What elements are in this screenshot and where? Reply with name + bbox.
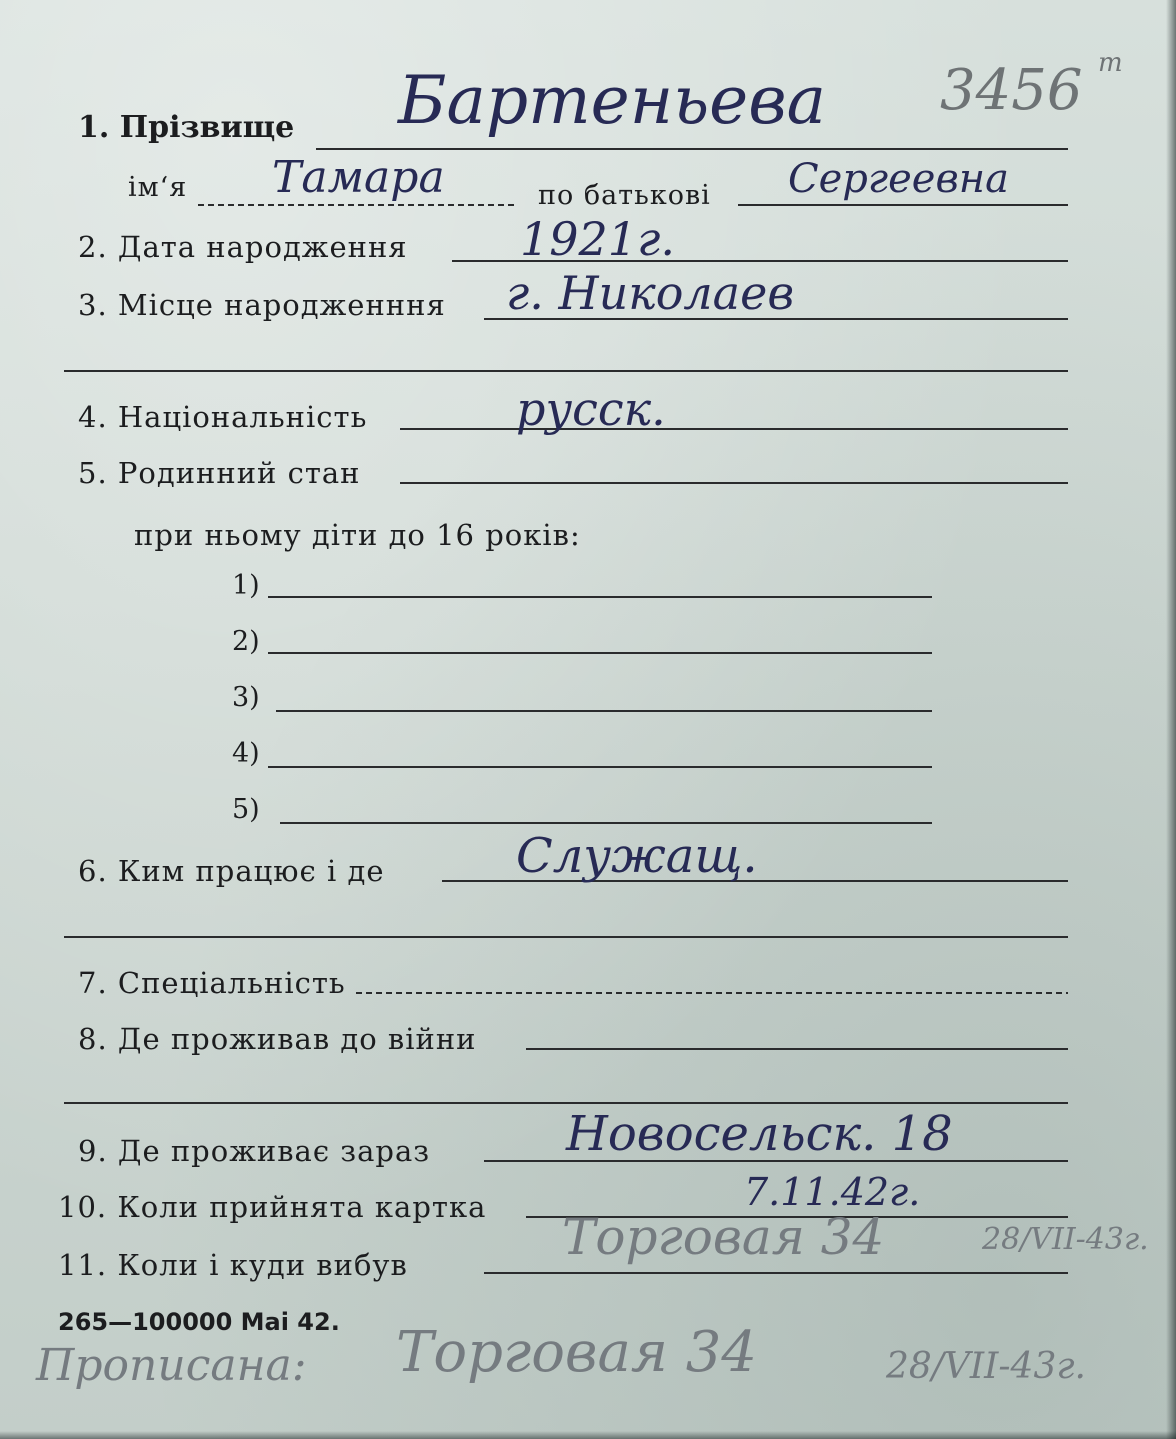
line-departed bbox=[484, 1272, 1068, 1274]
child-label-2: 2) bbox=[232, 626, 260, 657]
label-birth-place: 3. Місце народженння bbox=[78, 288, 446, 322]
print-imprint: 265—100000 Mai 42. bbox=[58, 1308, 340, 1336]
card-edge-shadow bbox=[1166, 0, 1176, 1439]
value-birth-place: г. Николаев bbox=[506, 266, 795, 320]
child-label-5: 5) bbox=[232, 794, 260, 825]
label-prewar-residence: 8. Де проживав до війни bbox=[78, 1022, 477, 1056]
label-surname: 1. Прізвище bbox=[78, 110, 295, 145]
line-prewar-residence bbox=[526, 1048, 1068, 1050]
label-birth-date: 2. Дата народження bbox=[78, 230, 408, 264]
child-line-1 bbox=[268, 596, 932, 598]
value-surname: Бартеньева bbox=[398, 62, 826, 139]
label-card-accepted: 10. Коли прийнята картка bbox=[58, 1190, 487, 1224]
value-departed-date: 28/VII-43г. bbox=[982, 1222, 1149, 1257]
registration-note-date: 28/VII-43г. bbox=[886, 1346, 1086, 1387]
line-birth-place-extra bbox=[64, 370, 1068, 372]
child-line-4 bbox=[268, 766, 932, 768]
value-birth-date: 1921г. bbox=[520, 212, 675, 266]
corner-suffix: т bbox=[1098, 48, 1123, 78]
value-card-accepted: 7.11.42г. bbox=[744, 1170, 921, 1214]
label-occupation: 6. Ким працює і де bbox=[78, 854, 385, 888]
label-children-header: при ньому діти до 16 років: bbox=[134, 518, 581, 552]
child-line-2 bbox=[268, 652, 932, 654]
line-first-name bbox=[198, 204, 516, 206]
value-nationality: русск. bbox=[516, 382, 666, 436]
value-first-name: Тамара bbox=[272, 152, 445, 203]
registration-note-address: Торговая 34 bbox=[396, 1320, 758, 1385]
line-specialty bbox=[356, 992, 1068, 994]
line-patronymic bbox=[738, 204, 1068, 206]
card-edge-shadow-bottom bbox=[0, 1431, 1176, 1439]
corner-number: 3456 bbox=[940, 58, 1083, 123]
value-patronymic: Сергеевна bbox=[788, 156, 1009, 202]
label-marital-status: 5. Родинний стан bbox=[78, 456, 361, 490]
value-departed-address: Торговая 34 bbox=[562, 1208, 885, 1266]
label-current-residence: 9. Де проживає зараз bbox=[78, 1134, 431, 1168]
child-label-1: 1) bbox=[232, 570, 260, 601]
label-first-name: ім‘я bbox=[128, 172, 188, 203]
label-departed: 11. Коли і куди вибув bbox=[58, 1248, 408, 1282]
line-nationality bbox=[400, 428, 1068, 430]
registration-note-prefix: Прописана: bbox=[36, 1340, 307, 1391]
child-label-4: 4) bbox=[232, 738, 260, 769]
value-current-residence: Новосельск. 18 bbox=[566, 1106, 953, 1162]
label-specialty: 7. Спеціальність bbox=[78, 966, 346, 1000]
line-marital-status bbox=[400, 482, 1068, 484]
label-nationality: 4. Національність bbox=[78, 400, 368, 434]
line-prewar-residence-extra bbox=[64, 1102, 1068, 1104]
label-patronymic: по батькові bbox=[538, 180, 711, 211]
line-occupation-extra bbox=[64, 936, 1068, 938]
child-label-3: 3) bbox=[232, 682, 260, 713]
value-occupation: Служащ. bbox=[516, 828, 758, 884]
line-surname bbox=[316, 148, 1068, 150]
child-line-3 bbox=[276, 710, 932, 712]
child-line-5 bbox=[280, 822, 932, 824]
